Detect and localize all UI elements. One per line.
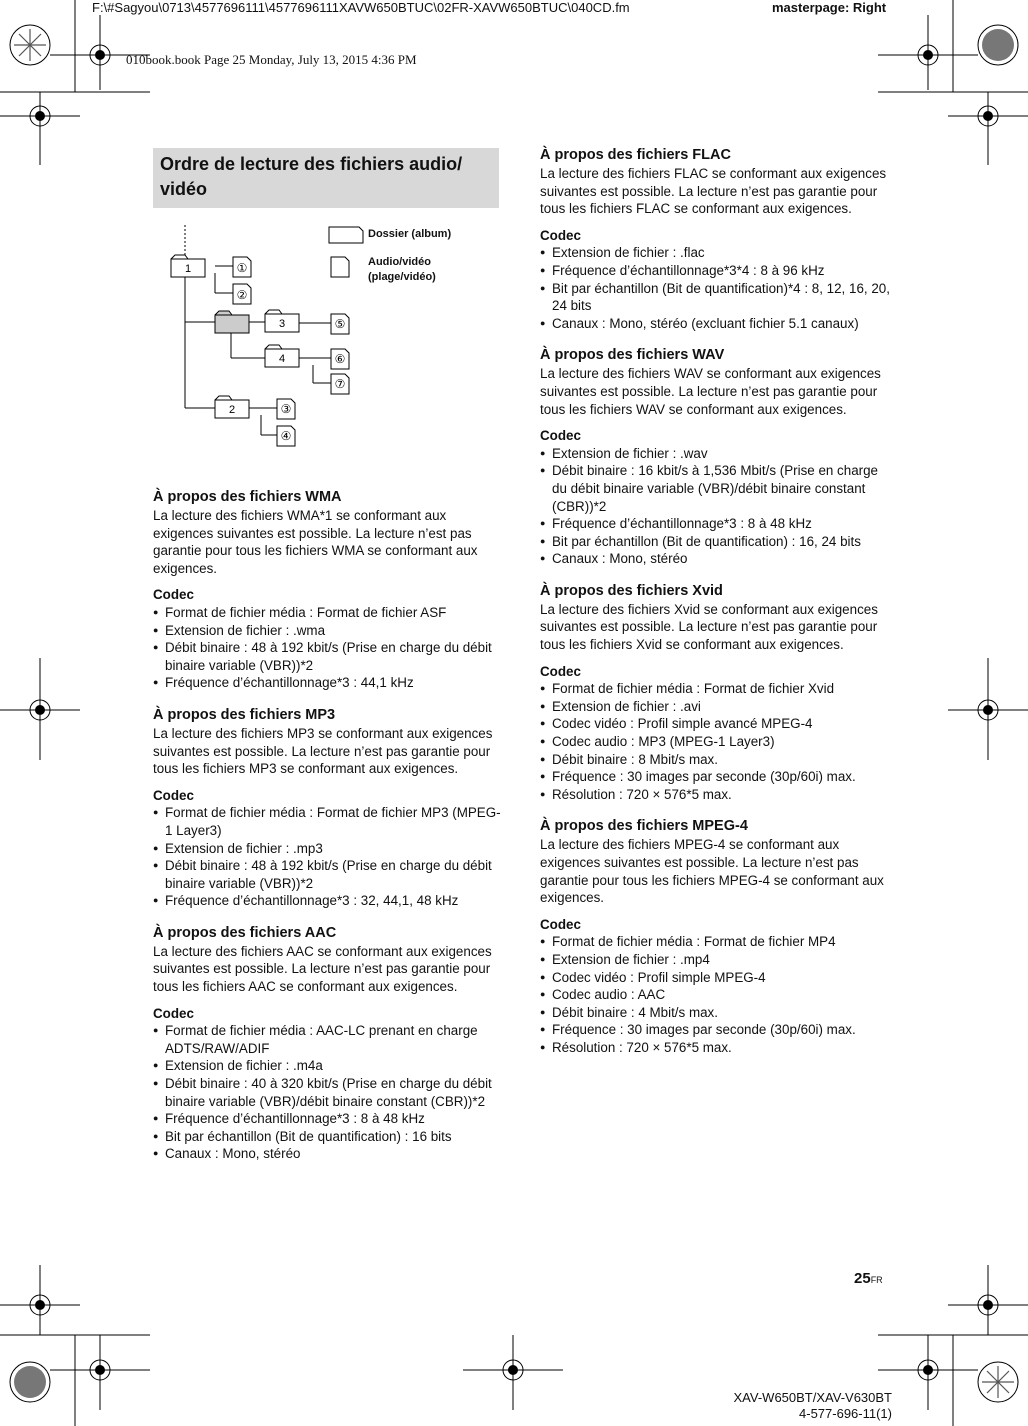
wma-section (153, 488, 503, 692)
page-lang-suffix: FR (870, 1275, 883, 1285)
flac-intro: La lecture des fichiers FLAC se conformant aux exigences suivantes est possible. La lecture n’est pas garantie pour tous les fichiers FLAC se conformant aux exigences. (540, 166, 887, 217)
header-masterpage: masterpage: Right (772, 0, 887, 15)
legend-folder-label: Dossier (album) (368, 228, 452, 240)
folder-label-2: 2 (228, 404, 236, 416)
list-item: ● Canaux : Mono, stéréo (153, 1145, 503, 1163)
xvid-title: À propos des fichiers Xvid (540, 582, 723, 599)
list-item: ● Débit binaire : 4 Mbit/s max. (540, 1004, 890, 1022)
aac-codec-heading: Codec (153, 1005, 194, 1021)
diagram-shapes (153, 215, 503, 460)
mp3-codec-heading: Codec (153, 787, 194, 803)
xvid-list (540, 680, 890, 803)
model-name: XAV-W650BT/XAV-V630BT (733, 1390, 892, 1405)
wav-list (540, 445, 890, 568)
wma-codec-heading: Codec (153, 587, 194, 603)
list-item: ● Extension de fichier : .mp3 (153, 840, 503, 858)
wma-intro: La lecture des fichiers WMA*1 se conformant aux exigences suivantes est possible. La lecture n’est pas garantie pour tous les fichiers WMA se conformant aux exigences. (153, 508, 478, 576)
mp3-section (153, 706, 503, 910)
mp3-title: À propos des fichiers MP3 (153, 706, 336, 723)
aac-title: À propos des fichiers AAC (153, 924, 337, 941)
list-item: ● Fréquence d’échantillonnage*3 : 44,1 kHz (153, 674, 503, 692)
left-column (153, 488, 503, 1177)
list-item: ● Extension de fichier : .wav (540, 445, 890, 463)
flac-section (540, 146, 890, 332)
aac-list (153, 1022, 503, 1163)
wav-section (540, 346, 890, 568)
aac-section (153, 924, 503, 1163)
list-item: ● Fréquence d’échantillonnage*3 : 32, 44,1, 48 kHz (153, 892, 503, 910)
list-item: ● Bit par échantillon (Bit de quantification) : 16 bits (153, 1128, 503, 1146)
list-item: ● Bit par échantillon (Bit de quantification)*4 : 8, 12, 16, 20, 24 bits (540, 280, 890, 315)
right-column (540, 146, 890, 1071)
list-item: ● Extension de fichier : .mp4 (540, 951, 890, 969)
mpeg4-section (540, 817, 890, 1056)
flac-title: À propos des fichiers FLAC (540, 147, 731, 163)
legend-folder-icon (329, 227, 363, 243)
list-item: ● Codec vidéo : Profil simple avancé MPEG-4 (540, 715, 890, 733)
xvid-codec-heading: Codec (540, 663, 581, 679)
list-item: ● Format de fichier média : Format de fichier MP3 (MPEG-1 Layer3) (153, 804, 503, 839)
file-label-3: ③ (280, 402, 292, 416)
model-code: 4-577-696-11(1) (799, 1406, 892, 1421)
aac-intro: La lecture des fichiers AAC se conformant aux exigences suivantes est possible. La lecture n’est pas garantie pour tous les fichiers AAC se conformant aux exigences. (153, 943, 492, 995)
xvid-intro: La lecture des fichiers Xvid se conformant aux exigences suivantes est possible. La lecture n’est pas garantie pour tous les fichiers Xvid se conformant aux exigences. (540, 601, 878, 653)
list-item: ● Format de fichier média : AAC-LC prenant en charge ADTS/RAW/ADIF (153, 1022, 503, 1057)
mpeg4-intro: La lecture des fichiers MPEG-4 se conformant aux exigences suivantes est possible. La lecture n’est pas garantie pour tous les fichiers MPEG-4 se conformant aux exigences. (540, 837, 884, 906)
list-item: ● Format de fichier média : Format de fichier MP4 (540, 933, 890, 951)
mpeg4-title: À propos des fichiers MPEG-4 (540, 818, 748, 835)
header-file-path: F:\#Sagyou\0713\4577696111\4577696111XAVW650BTUC\02FR-XAVW650BTUC\040CD.fm (92, 0, 630, 15)
list-item: ● Débit binaire : 40 à 320 kbit/s (Prise en charge du débit binaire variable (VBR)/débit binaire constant (CBR))*2 (153, 1075, 503, 1110)
wav-codec-heading: Codec (540, 428, 581, 444)
file-label-1: ① (236, 261, 248, 275)
xvid-section (540, 582, 890, 804)
list-item: ● Fréquence : 30 images par seconde (30p/60i) max. (540, 1021, 890, 1039)
book-info-line: 010book.book Page 25 Monday, July 13, 2015 4:36 PM (126, 52, 417, 67)
wma-list (153, 604, 503, 692)
mp3-intro: La lecture des fichiers MP3 se conformant aux exigences suivantes est possible. La lecture n’est pas garantie pour tous les fichiers MP3 se conformant aux exigences. (153, 725, 493, 777)
file-label-7: ⑦ (334, 377, 346, 391)
page-number (854, 1270, 883, 1287)
file-label-6: ⑥ (334, 352, 346, 366)
folder-icon-selected (215, 311, 249, 333)
list-item: ● Fréquence : 30 images par seconde (30p/60i) max. (540, 768, 890, 786)
list-item: ● Débit binaire : 48 à 192 kbit/s (Prise en charge du débit binaire variable (VBR))*2 (153, 857, 503, 892)
list-item: ● Extension de fichier : .avi (540, 698, 890, 716)
list-item: ● Codec audio : AAC (540, 986, 890, 1004)
model-info (712, 1390, 892, 1422)
flac-codec-heading: Codec (540, 227, 581, 243)
folder-label-4: 4 (278, 353, 286, 365)
legend-file-icon (331, 257, 349, 277)
wma-title: À propos des fichiers WMA (153, 489, 342, 505)
folder-label-1: 1 (184, 263, 192, 275)
list-item: ● Extension de fichier : .m4a (153, 1057, 503, 1075)
file-label-5: ⑤ (334, 317, 346, 331)
mpeg4-list (540, 933, 890, 1056)
list-item: ● Débit binaire : 48 à 192 kbit/s (Prise en charge du débit binaire variable (VBR))*2 (153, 639, 503, 674)
mpeg4-codec-heading: Codec (540, 916, 581, 932)
list-item: ● Fréquence d’échantillonnage*3 : 8 à 48 kHz (540, 515, 890, 533)
list-item: ● Format de fichier média : Format de fichier Xvid (540, 680, 890, 698)
wav-intro: La lecture des fichiers WAV se conformant aux exigences suivantes est possible. La lecture n’est pas garantie pour tous les fichiers WAV se conformant aux exigences. (540, 366, 881, 417)
list-item: ● Résolution : 720 × 576*5 max. (540, 786, 890, 804)
list-item: ● Codec vidéo : Profil simple MPEG-4 (540, 969, 890, 987)
list-item: ● Bit par échantillon (Bit de quantification) : 16, 24 bits (540, 533, 890, 551)
list-item: ● Fréquence d’échantillonnage*3*4 : 8 à 96 kHz (540, 262, 890, 280)
file-label-4: ④ (280, 429, 292, 443)
list-item: ● Canaux : Mono, stéréo (excluant fichier 5.1 canaux) (540, 315, 890, 333)
wav-title: À propos des fichiers WAV (540, 347, 725, 364)
list-item: ● Codec audio : MP3 (MPEG-1 Layer3) (540, 733, 890, 751)
folder-label-3: 3 (278, 318, 286, 330)
section-title: Ordre de lecture des fichiers audio/ vidéo (153, 148, 499, 208)
page-number-value: 25 (854, 1270, 871, 1287)
flac-list (540, 244, 890, 332)
list-item: ● Résolution : 720 × 576*5 max. (540, 1039, 890, 1057)
legend-file-label: Audio/vidéo (plage/vidéo) (368, 256, 436, 283)
list-item: ● Extension de fichier : .flac (540, 244, 890, 262)
file-label-2: ② (236, 288, 248, 302)
list-item: ● Extension de fichier : .wma (153, 622, 503, 640)
list-item: ● Fréquence d’échantillonnage*3 : 8 à 48 kHz (153, 1110, 503, 1128)
mp3-list (153, 804, 503, 910)
list-item: ● Format de fichier média : Format de fichier ASF (153, 604, 503, 622)
list-item: ● Canaux : Mono, stéréo (540, 550, 890, 568)
list-item: ● Débit binaire : 8 Mbit/s max. (540, 751, 890, 769)
list-item: ● Débit binaire : 16 kbit/s à 1,536 Mbit/s (Prise en charge du débit binaire variable (VBR)/débit binaire constant (CBR))*2 (540, 462, 890, 515)
